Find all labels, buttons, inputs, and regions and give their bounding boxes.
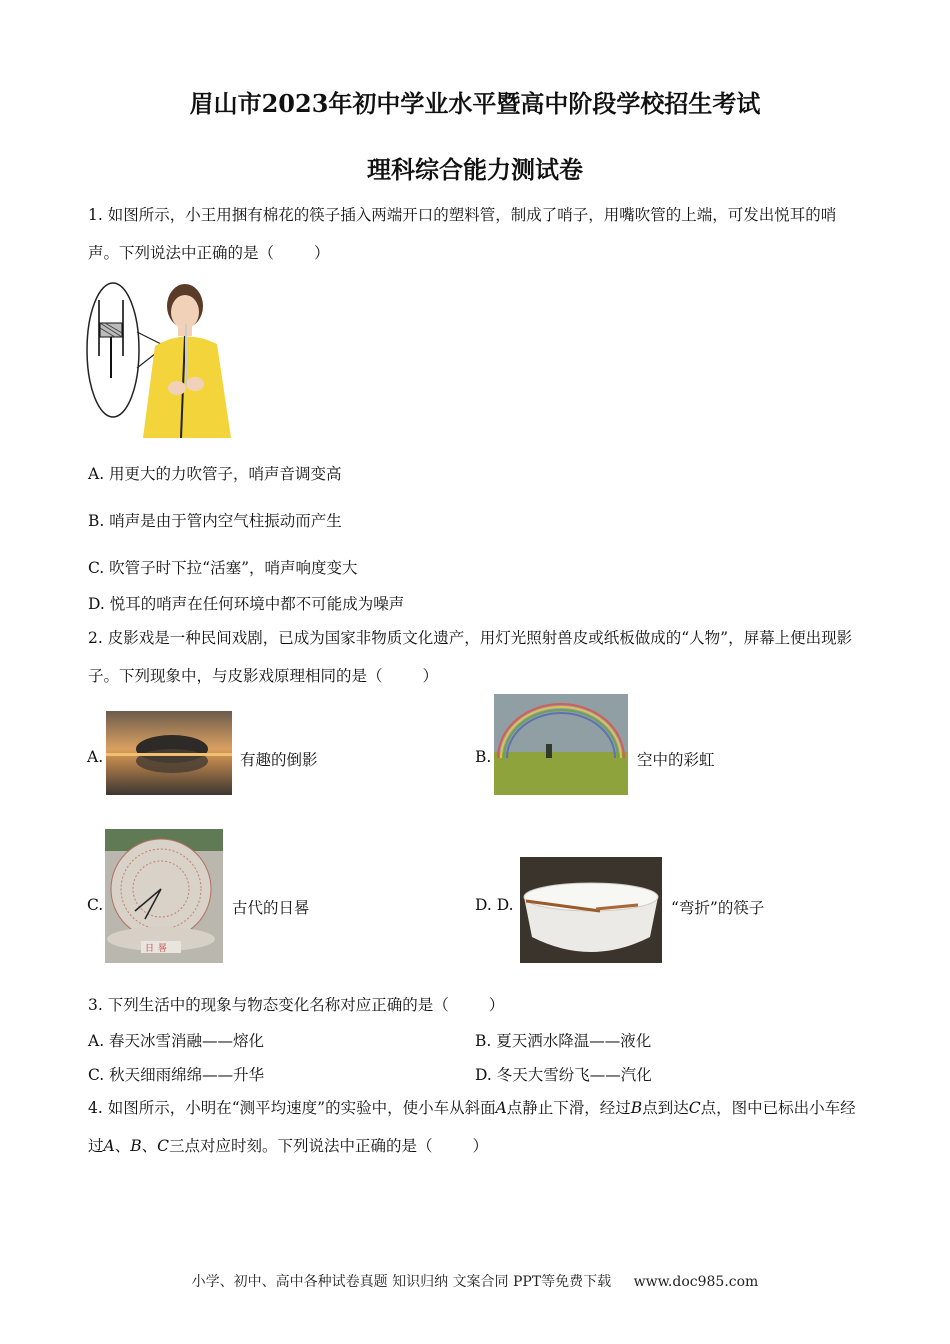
q3-option-c: C. 秋天细雨绵绵——升华 xyxy=(88,1066,265,1084)
q1-stem-text: 1. 如图所示，小王用捆有棉花的筷子插入两端开口的塑料管，制成了哨子，用嘴吹管的上端，可发出悦耳的哨声。下列说法中正确的是（ xyxy=(88,206,837,262)
q4-text-5: 三点对应时刻。下列说法中正确的是（ xyxy=(169,1137,433,1155)
whistle-figure-svg xyxy=(85,276,235,438)
q1-figure xyxy=(85,276,235,438)
footer-text: 小学、初中、高中各种试卷真题 知识归纳 文案合同 PPT等免费下载 xyxy=(191,1274,612,1290)
q4-text-1: 4. 如图所示，小明在“测平均速度”的实验中，使小车从斜面 xyxy=(88,1099,496,1117)
q3-option-d: D. 冬天大雪纷飞——汽化 xyxy=(475,1066,652,1084)
q2-stem xyxy=(88,619,863,695)
page-subtitle: 理科综合能力测试卷 xyxy=(367,155,583,184)
q2-option-c-caption: 古代的日晷 xyxy=(232,899,310,917)
q2-stem-end: ） xyxy=(422,667,439,685)
q4-text-3: 点到达 xyxy=(642,1099,689,1117)
q2-option-d-letter: D. D. xyxy=(475,896,514,914)
q4-stem-end: ） xyxy=(472,1137,489,1155)
footer-url[interactable]: www.doc985.com xyxy=(633,1274,759,1290)
q4-point-c2: C xyxy=(157,1137,170,1155)
q2-stem-text: 2. 皮影戏是一种民间戏剧，已成为国家非物质文化遗产，用灯光照射兽皮或纸板做成的“人物”，屏幕上便出现影子。下列现象中，与皮影戏原理相同的是（ xyxy=(88,629,853,685)
sundial-image xyxy=(105,829,223,963)
q1-stem xyxy=(88,196,863,272)
q1-option-d: D. 悦耳的哨声在任何环境中都不可能成为噪声 xyxy=(88,595,405,613)
q4-text-2: 点静止下滑，经过 xyxy=(506,1099,631,1117)
opera-house-reflection-image xyxy=(106,711,232,795)
q4-point-b2: B xyxy=(130,1137,142,1155)
q4-point-a: A xyxy=(495,1099,507,1117)
q2-option-a-caption: 有趣的倒影 xyxy=(240,751,318,769)
q2-option-c-letter: C. xyxy=(87,896,104,914)
q3-stem-end: ） xyxy=(488,996,505,1014)
q2-option-b-caption: 空中的彩虹 xyxy=(637,751,715,769)
q3-stem xyxy=(88,993,504,1015)
q4-point-c: C xyxy=(688,1099,701,1117)
page-title: 眉山市2023年初中学业水平暨高中阶段学校招生考试 xyxy=(189,89,761,118)
q4-point-b: B xyxy=(630,1099,643,1117)
q3-stem-text: 3. 下列生活中的现象与物态变化名称对应正确的是（ xyxy=(88,996,449,1014)
bent-chopstick-image xyxy=(520,857,662,963)
q4-point-a2: A xyxy=(103,1137,115,1155)
q2-option-a-letter: A. xyxy=(87,748,104,766)
q1-option-c: C. 吹管子时下拉“活塞”，哨声响度变大 xyxy=(88,559,358,577)
q1-option-a: A. 用更大的力吹管子，哨声音调变高 xyxy=(88,465,342,483)
rainbow-image xyxy=(494,694,628,795)
page-footer xyxy=(0,1271,950,1291)
q1-stem-end: ） xyxy=(314,244,330,262)
q2-option-d-caption: “弯折”的筷子 xyxy=(671,899,765,917)
q4-sep-2: 、 xyxy=(141,1137,158,1155)
q3-option-a: A. 春天冰雪消融——熔化 xyxy=(88,1032,265,1050)
q2-option-b-letter: B. xyxy=(475,748,492,766)
q4-text-4: 点，图中已标出小车经过 xyxy=(88,1099,856,1155)
q3-option-b: B. 夏天洒水降温——液化 xyxy=(475,1032,652,1050)
sundial-label: 日晷 xyxy=(145,944,172,954)
q4-sep-1: 、 xyxy=(114,1137,131,1155)
q1-option-b: B. 哨声是由于管内空气柱振动而产生 xyxy=(88,512,342,530)
q4-stem xyxy=(88,1089,863,1165)
